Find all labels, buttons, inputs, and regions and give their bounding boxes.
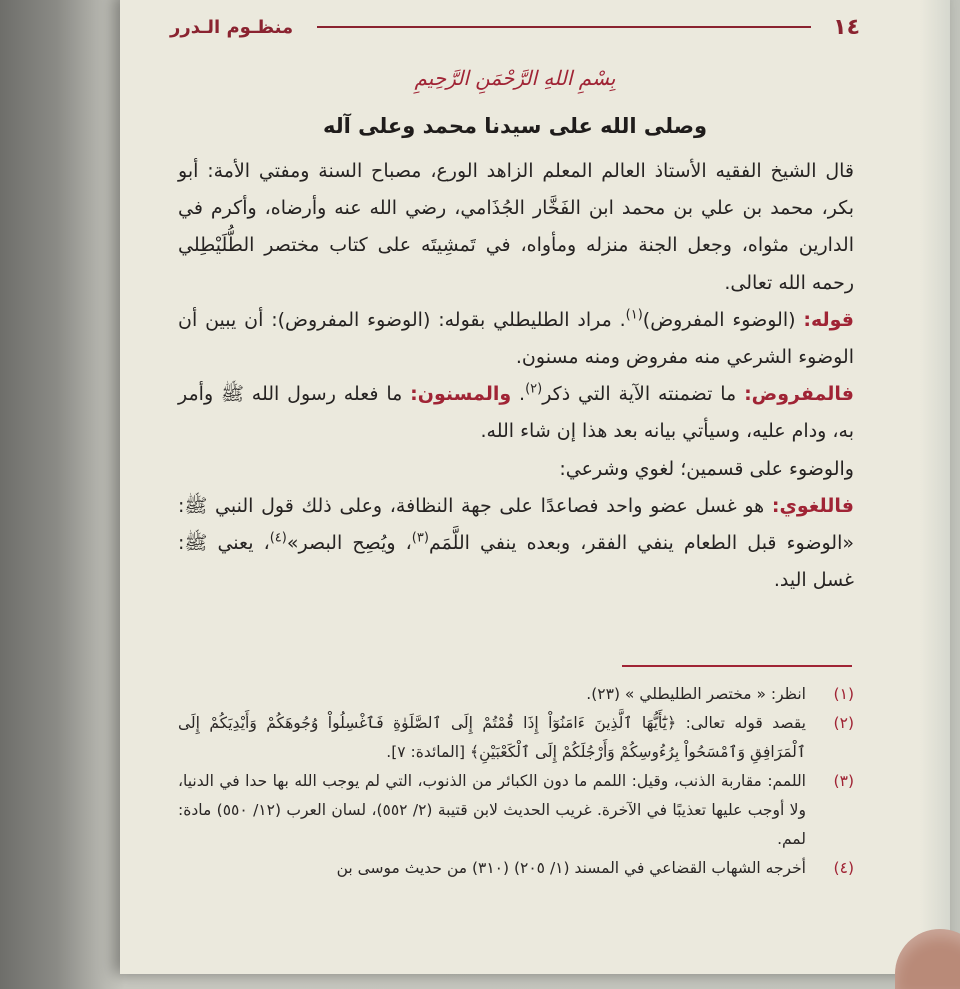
footnote-ref[interactable]: (٣) [411, 530, 429, 546]
footnote-text: انظر: « مختصر الطليطلي » (٢٣). [586, 685, 806, 703]
paragraph-text: ، يعني ﷺ: غسل اليد. [178, 532, 854, 592]
footnote-number: (٣) [833, 772, 854, 790]
paragraph-text: . [511, 383, 526, 406]
paragraph-text: . مراد الطليطلي بقوله: (الوضوء المفروض): أن يبين أن الوضوء الشرعي منه مفروض ومنه مسنون. [178, 308, 854, 369]
paragraph-text: هو غسل عضو واحد فصاعدًا على جهة النظافة، وعلى ذلك قول النبي ﷺ: «الوضوء قبل الطعام ينفي الفقر، وبعده ينفي اللَّمَم [178, 494, 854, 555]
lead-word: فاللغوي: [771, 494, 854, 517]
running-title: منظـوم الـدرر [170, 16, 294, 38]
paragraph-qawluh [178, 302, 854, 376]
paragraph-lughawi [178, 488, 854, 600]
footnote-ref[interactable]: (٢) [525, 381, 543, 397]
invocation-heading: وصلى الله على سيدنا محمد وعلى آله [322, 114, 708, 138]
footnote-item [178, 680, 854, 709]
paragraph-text: ، ويُصِح البصر» [286, 532, 412, 555]
paragraph-mafrud [178, 376, 854, 450]
footnote-item [178, 854, 854, 883]
intro-paragraph: قال الشيخ الفقيه الأستاذ العالم المعلم الزاهد الورع، مصباح السنة ومفتي الأمة: أبو بكر، محمد بن علي بن محمد ابن الفَخَّار الجُذَامي، رضي الله عنه وأرضاه، وأكرم في الدارين مثواه، وجعل الجنة منزله ومأواه، في تَمشِيتَه على كتاب مختصر الطُّلَيْطِلي رحمه الله تعالى. [178, 160, 854, 294]
footnote-ref[interactable]: (٤) [269, 530, 287, 546]
lead-word: فالمفروض: [744, 383, 854, 406]
footnote-text: يقصد قوله تعالى: ﴿يَٰٓأَيُّهَا ٱلَّذِينَ ءَامَنُوٓاْ إِذَا قُمْتُمْ إِلَى ٱلصَّلَوٰةِ فَٱغْسِلُواْ وُجُوهَكُمْ وَأَيْدِيَكُمْ إِلَى ٱلْمَرَافِقِ وَٱمْسَحُواْ بِرُءُوسِكُمْ وَأَرْجُلَكُمْ إِلَى ٱلْكَعْبَيْنِ﴾ [المائدة: ٧]. [178, 714, 806, 761]
page-edge-shadow [920, 0, 950, 974]
footnote-divider [622, 665, 852, 667]
paragraph-text: ما تضمنته الآية التي ذكر [542, 383, 745, 406]
footnote-text: أخرجه الشهاب القضاعي في المسند (١/ ٢٠٥) (٣١٠) من حديث موسى بن [336, 859, 806, 877]
footnotes [178, 680, 854, 883]
header-rule [317, 26, 811, 28]
paragraph-text: (الوضوء المفروض) [642, 308, 804, 331]
main-text [178, 153, 854, 599]
lead-word: والمسنون: [410, 383, 512, 406]
thumb-in-frame [895, 929, 960, 989]
basmala: بِسْمِ اللهِ الرَّحْمَنِ الرَّحِيمِ [414, 66, 616, 90]
footnote-number: (٤) [833, 859, 854, 877]
lead-word: قوله: [803, 308, 854, 331]
footnote-item [178, 709, 854, 767]
paragraph-text: ما فعله رسول الله ﷺ وأمر به، ودام عليه، وسيأتي بيانه بعد هذا إن شاء الله. [178, 383, 854, 443]
book-page [120, 0, 950, 974]
running-header [170, 12, 860, 42]
paragraph-types: والوضوء على قسمين؛ لغوي وشرعي: [559, 457, 854, 480]
footnote-text: اللمم: مقاربة الذنب، وقيل: اللمم ما دون الكبائر من الذنوب، التي لم يوجب الله بها حدا في الدنيا، ولا أوجب عليها تعذيبًا في الآخرة. غريب الحديث لابن قتيبة (٢/ ٥٥٢)، لسان العرب (١٢/ ٥٥٠) مادة: لمم. [178, 772, 807, 848]
page-number: ١٤ [833, 14, 860, 40]
footnote-number: (١) [833, 685, 854, 703]
footnote-item [178, 767, 854, 854]
footnote-number: (٢) [833, 714, 854, 732]
footnote-ref[interactable]: (١) [625, 307, 643, 323]
